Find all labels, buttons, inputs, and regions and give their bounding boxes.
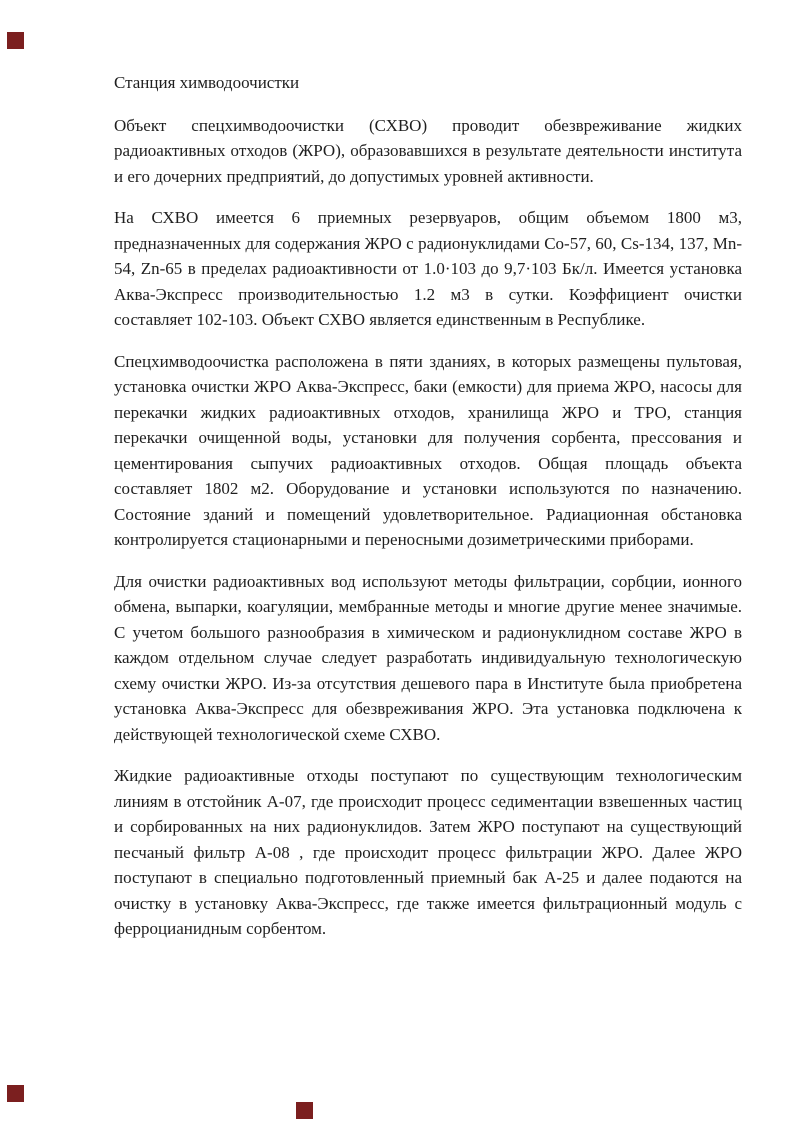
document-title: Станция химводоочистки	[114, 73, 300, 92]
corner-marker-bottom-center	[296, 1102, 313, 1119]
paragraph-methods: Для очистки радиоактивных вод используют методы фильтрации, сорбции, ионного обмена, выпарки, коагуляции, мембранные методы и многие другие менее значимые. С учетом большого разнообразия в химическом и радионуклидном составе ЖРО в каждом отдельном случае следует разработать индивидуальную технологическую схему очистки ЖРО. Из-за отсутствия дешевого пара в Институте была приобретена установка Аква-Экспресс для обезвреживания ЖРО. Эта установка подключена к действующей технологической схеме СХВО.	[114, 571, 742, 744]
corner-marker-bottom-left	[7, 1085, 24, 1102]
paragraph-reservoirs: На СХВО имеется 6 приемных резервуаров, общим объемом 1800 м3, предназначенных для содержания ЖРО с радионуклидами Co-57, 60, Cs-134, 137, Mn-54, Zn-65 в пределах радиоактивности от 1.0·103 до 9,7·103 Бк/л. Имеется установка Аква-Экспресс производительностью 1.2 м3 в сутки. Коэффициент очистки составляет 102-103. Объект СХВО является единственным в Республике.	[114, 208, 742, 329]
document-content	[114, 70, 742, 942]
paragraph-process: Жидкие радиоактивные отходы поступают по существующим технологическим линиям в отстойник А-07, где происходит процесс седиментации взвешенных частиц и сорбированных на них радионуклидов. Затем ЖРО поступают на существующий песчаный фильтр А-08 , где происходит процесс фильтрации ЖРО. Далее ЖРО поступают в специально подготовленный приемный бак А-25 и далее подаются на очистку в установку Аква-Экспресс, где также имеется фильтрационный модуль с ферроцианидным сорбентом.	[114, 766, 742, 938]
paragraph-buildings: Спецхимводоочистка расположена в пяти зданиях, в которых размещены пультовая, установка очистки ЖРО Аква-Экспресс, баки (емкости) для приема ЖРО, насосы для перекачки жидких радиоактивных отходов, хранилища ЖРО и ТРО, станция перекачки очищенной воды, установки для получения сорбента, прессования и цементирования сыпучих радиоактивных отходов. Общая площадь объекта составляет 1802 м2. Оборудование и установки используются по назначению. Состояние зданий и помещений удовлетворительное. Радиационная обстановка контролируется стационарными и переносными дозиметрическими приборами.	[114, 351, 742, 549]
corner-marker-top-left	[7, 32, 24, 49]
paragraph-overview: Объект спецхимводоочистки (СХВО) проводит обезвреживание жидких радиоактивных отходов (ЖРО), образовавшихся в результате деятельности института и его дочерних предприятий, до допустимых уровней активности.	[114, 115, 742, 186]
